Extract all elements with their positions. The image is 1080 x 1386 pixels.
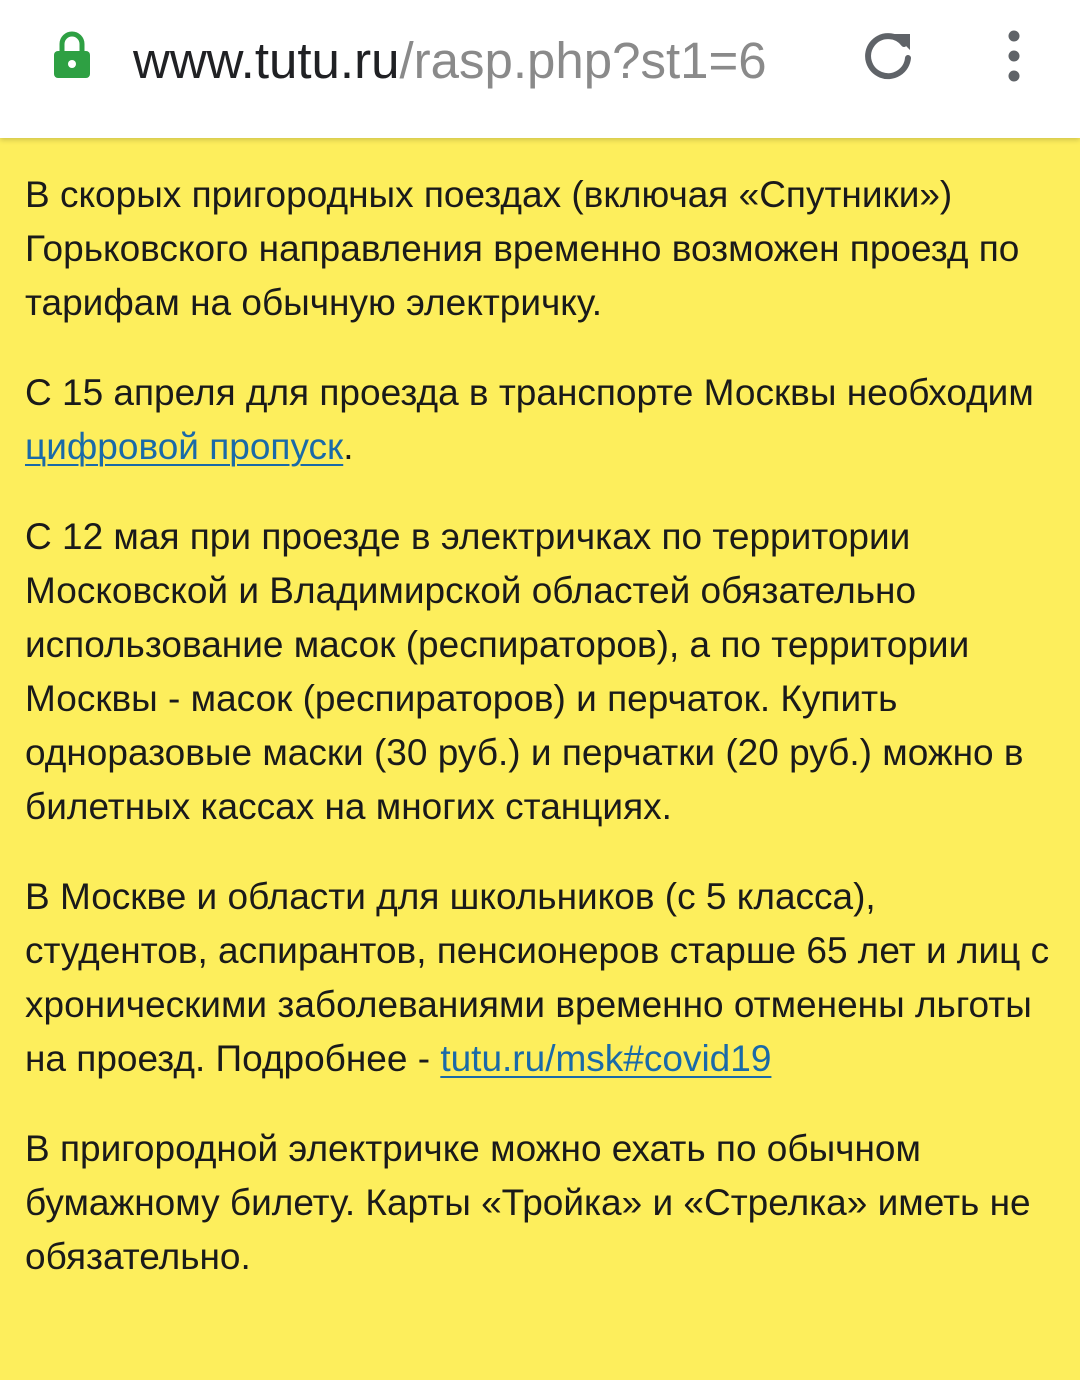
reload-icon[interactable] [860, 28, 916, 84]
lock-icon[interactable] [52, 31, 92, 79]
notice-paragraph-digital-pass [25, 366, 1060, 474]
digital-pass-link[interactable]: цифровой пропуск [25, 426, 344, 467]
url-host: www.tutu.ru [133, 32, 400, 89]
paragraph-text: С 15 апреля для проезда в транспорте Москвы необходим [25, 372, 1034, 413]
notice-paragraph-express-trains: В скорых пригородных поездах (включая «Спутники») Горьковского направления временно возможен проезд по тарифам на обычную электричку. [25, 174, 1020, 323]
covid19-info-link[interactable]: tutu.ru/msk#covid19 [440, 1038, 772, 1079]
notice-paragraph-benefits [25, 870, 1060, 1086]
more-vert-icon[interactable] [996, 28, 1032, 84]
url-path: /rasp.php?st1=6 [399, 32, 767, 89]
paragraph-text: В Москве и области для школьников (с 5 класса), студентов, аспирантов, пенсионеров старше 65 лет и лиц с хроническими заболеваниями временно отменены льготы на проезд. Подробнее - [25, 876, 1050, 1079]
address-field[interactable] [133, 28, 818, 94]
paragraph-text: . [343, 426, 354, 467]
browser-url-bar [0, 0, 1080, 138]
notice-paragraph-tickets: В пригородной электричке можно ехать по обычном бумажному билету. Карты «Тройка» и «Стрелка» иметь не обязательно. [25, 1128, 1031, 1277]
bottom-divider [0, 1380, 1080, 1386]
notice-panel [0, 138, 1080, 1386]
notice-paragraph-masks: С 12 мая при проезде в электричках по территории Московской и Владимирской областей обязательно использование масок (респираторов), а по территории Москвы - масок (респираторов) и перчаток. Купить одноразовые маски (30 руб.) и перчатки (20 руб.) можно в билетных кассах на многих станциях. [25, 516, 1024, 827]
